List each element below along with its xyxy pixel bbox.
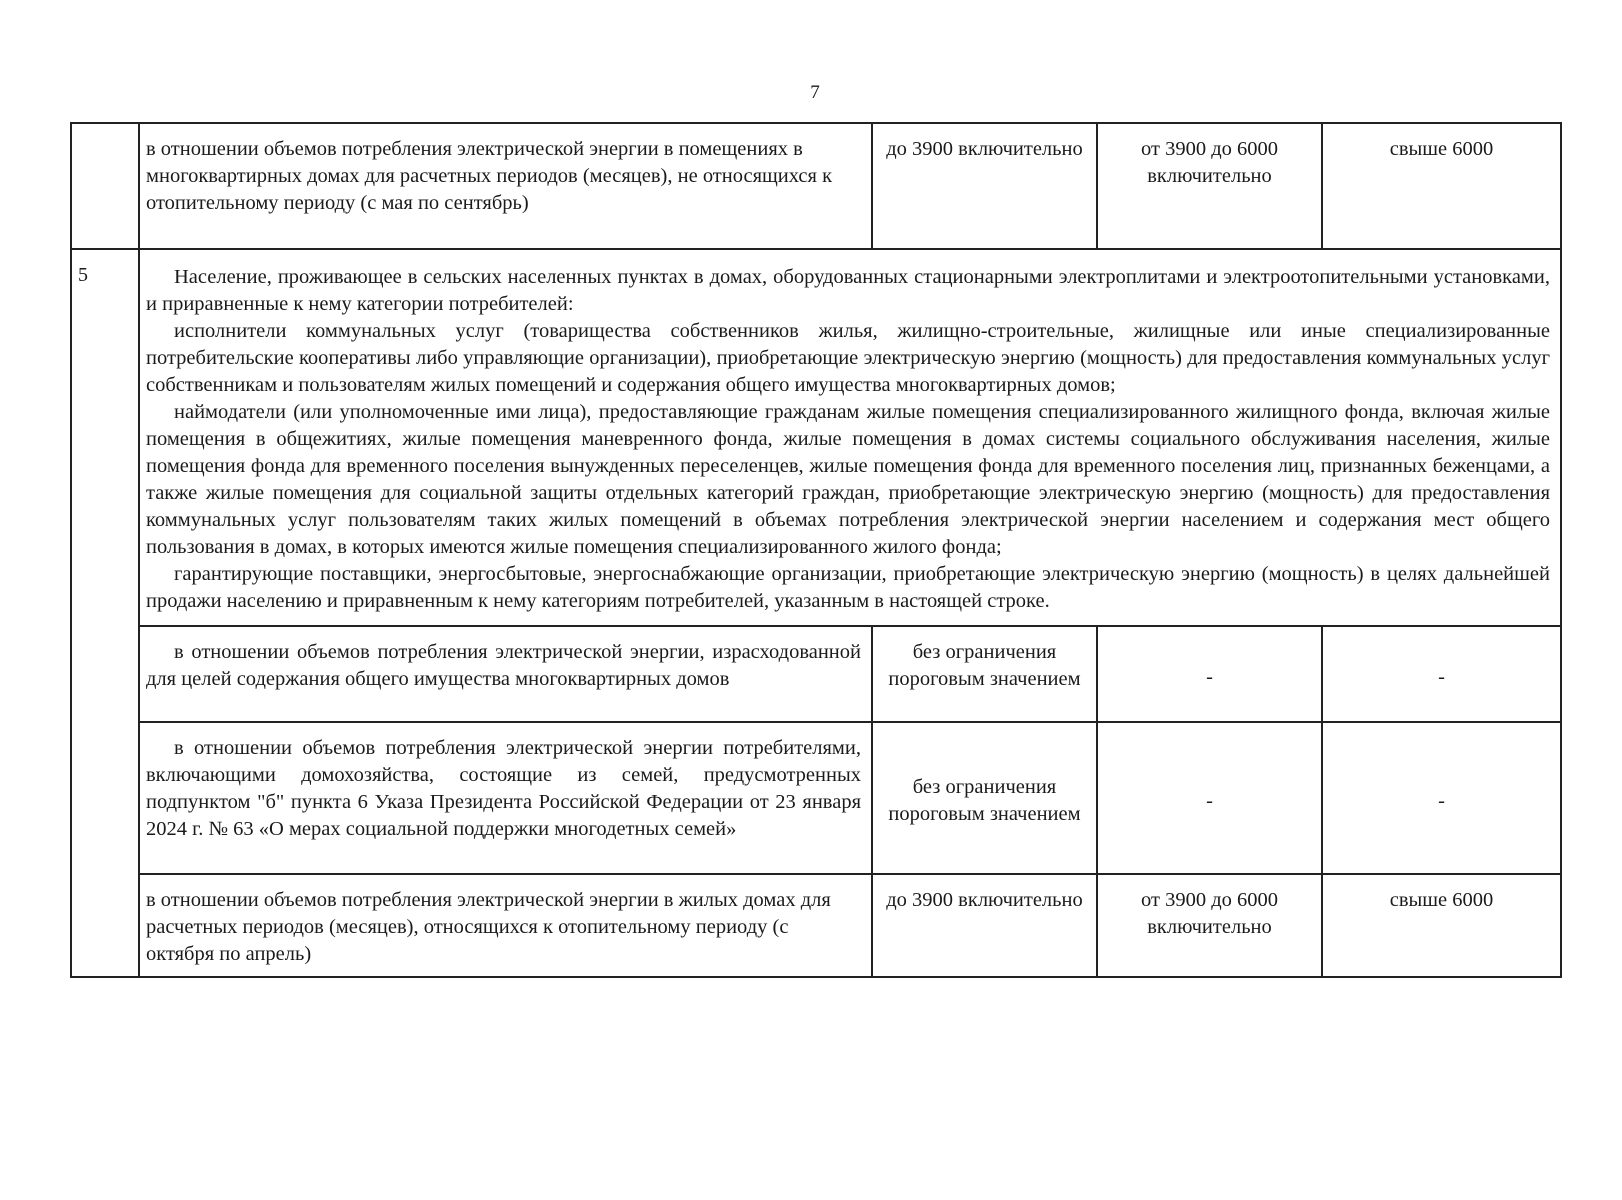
category-paragraph: исполнители коммунальных услуг (товарищества собственников жилья, жилищно-строительные, жилищные или иные специализированные потребительские кооперативы либо управляющие организации), приобретающие электрическую энергию (мощность) для предоставления коммунальных услуг собственникам и пользователям жилых помещений и содержания общего имущества многоквартирных домов;	[146, 320, 1550, 396]
table-row	[71, 626, 1561, 722]
category-description	[139, 249, 1561, 626]
threshold-low: без ограничения пороговым значением	[872, 722, 1097, 874]
threshold-low: до 3900 включительно	[872, 123, 1097, 249]
row-description	[139, 626, 872, 722]
category-paragraph: Население, проживающее в сельских населенных пунктах в домах, оборудованных стационарными электроплитами и электроотопительными установками, и приравненные к нему категории потребителей:	[146, 266, 1550, 315]
threshold-mid: -	[1097, 626, 1322, 722]
page-number: 7	[810, 82, 820, 103]
threshold-high: -	[1322, 722, 1561, 874]
row-description-text: в отношении объемов потребления электрической энергии в жилых домах для расчетных периодов (месяцев), относящихся к отопительному периоду (с октября по апрель)	[146, 889, 831, 965]
row-description	[139, 123, 872, 249]
threshold-low: без ограничения пороговым значением	[872, 626, 1097, 722]
threshold-mid: -	[1097, 722, 1322, 874]
row-description-text: в отношении объемов потребления электрической энергии, израсходованной для целей содержания общего имущества многоквартирных домов	[146, 641, 861, 690]
table-row	[71, 722, 1561, 874]
threshold-high: свыше 6000	[1322, 874, 1561, 977]
row-description	[139, 874, 872, 977]
tariff-table	[70, 122, 1562, 978]
threshold-mid: от 3900 до 6000 включительно	[1097, 123, 1322, 249]
category-paragraph: наймодатели (или уполномоченные ими лица), предоставляющие гражданам жилые помещения специализированного жилищного фонда, включая жилые помещения в общежитиях, жилые помещения маневренного фонда, жилые помещения в домах системы социального обслуживания населения, жилые помещения фонда для временного поселения вынужденных переселенцев, жилые помещения фонда для временного поселения лиц, признанных беженцами, а также жилые помещения для социальной защиты отдельных категорий граждан, приобретающие электрическую энергию (мощность) для предоставления коммунальных услуг пользователям таких жилых помещений в объемах потребления электрической энергии населением и содержания мест общего пользования в домах, в которых имеются жилые помещения специализированного жилого фонда;	[146, 401, 1550, 558]
row-description	[139, 722, 872, 874]
table-row	[71, 123, 1561, 249]
row-description-text: в отношении объемов потребления электрической энергии в помещениях в многоквартирных домах для расчетных периодов (месяцев), не относящихся к отопительному периоду (с мая по сентябрь)	[146, 138, 833, 214]
row-description-text: в отношении объемов потребления электрической энергии потребителями, включающими домохозяйства, состоящие из семей, предусмотренных подпунктом "б" пункта 6 Указа Президента Российской Федерации от 23 января 2024 г. № 63 «О мерах социальной поддержки многодетных семей»	[146, 737, 861, 840]
table-row	[71, 874, 1561, 977]
row-number-cell	[71, 123, 139, 249]
threshold-high: -	[1322, 626, 1561, 722]
threshold-low: до 3900 включительно	[872, 874, 1097, 977]
table-row	[71, 249, 1561, 626]
row-number: 5	[71, 249, 139, 977]
category-paragraph: гарантирующие поставщики, энергосбытовые, энергоснабжающие организации, приобретающие электрическую энергию (мощность) в целях дальнейшей продажи населению и приравненным к нему категориям потребителей, указанным в настоящей строке.	[146, 563, 1550, 612]
threshold-mid: от 3900 до 6000 включительно	[1097, 874, 1322, 977]
threshold-high: свыше 6000	[1322, 123, 1561, 249]
